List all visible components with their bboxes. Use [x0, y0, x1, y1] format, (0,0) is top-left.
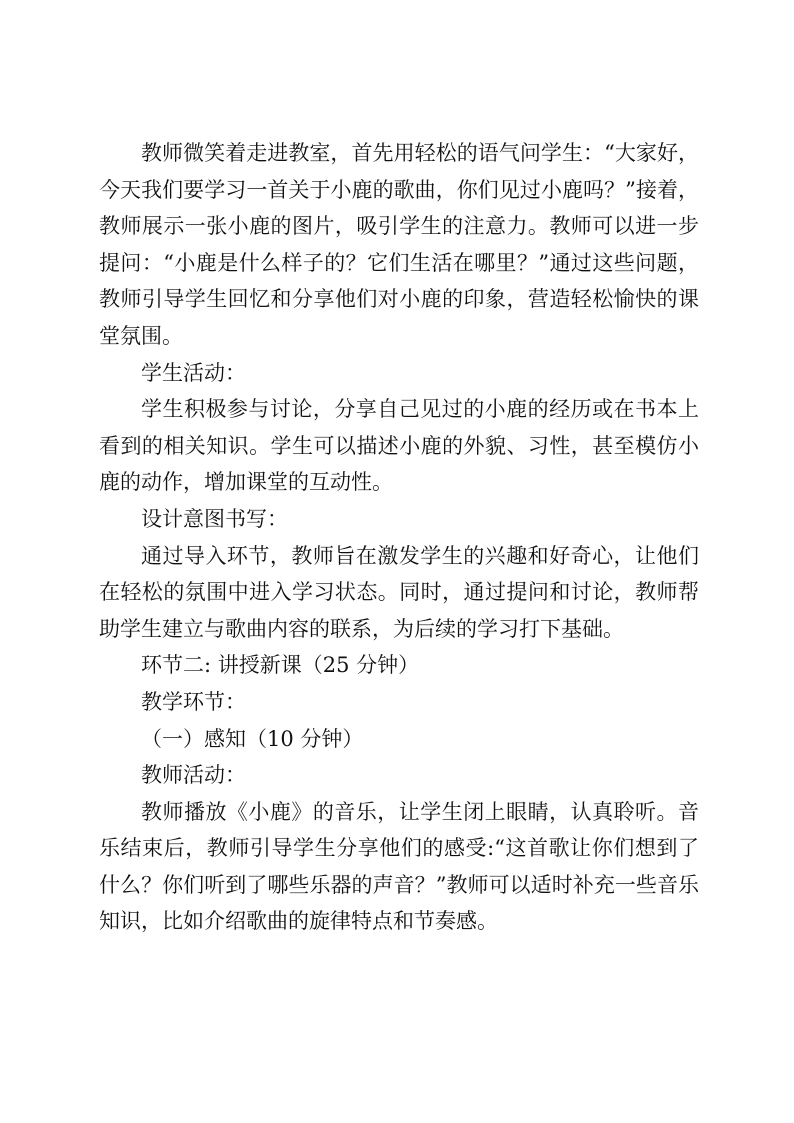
heading-section-two: 环节二: 讲授新课（25 分钟） — [141, 653, 420, 678]
paragraph-design-intent: 通过导入环节，教师旨在激发学生的兴趣和好奇心，让他们在轻松的氛围中进入学习状态。同时，通过提问和讨论，教师帮助学生建立与歌曲内容的联系，为后续的学习打下基础。 — [99, 543, 699, 641]
heading-perception: （一）感知（10 分钟） — [141, 726, 364, 751]
heading-teaching-step: 教学环节： — [141, 689, 246, 714]
document-body — [99, 135, 699, 940]
heading-design-intent: 设计意图书写： — [141, 506, 288, 531]
paragraph-teacher-intro: 教师微笑着走进教室，首先用轻松的语气问学生：“大家好，今天我们要学习一首关于小鹿的歌曲，你们见过小鹿吗？”接着，教师展示一张小鹿的图片，吸引学生的注意力。教师可以进一步提问：“小鹿是什么样子的？它们生活在哪里？”通过这些问题，教师引导学生回忆和分享他们对小鹿的印象，营造轻松愉快的课堂氛围。 — [99, 141, 699, 348]
heading-student-activity: 学生活动： — [141, 360, 246, 385]
paragraph-student-activity: 学生积极参与讨论，分享自己见过的小鹿的经历或在书本上看到的相关知识。学生可以描述小鹿的外貌、习性，甚至模仿小鹿的动作，增加课堂的互动性。 — [99, 397, 699, 495]
paragraph-teacher-activity: 教师播放《小鹿》的音乐，让学生闭上眼睛，认真聆听。音乐结束后，教师引导学生分享他们的感受:“这首歌让你们想到了什么？你们听到了哪些乐器的声音？”教师可以适时补充一些音乐知识，比如介绍歌曲的旋律特点和节奏感。 — [99, 799, 699, 934]
heading-teacher-activity: 教师活动： — [141, 763, 246, 788]
